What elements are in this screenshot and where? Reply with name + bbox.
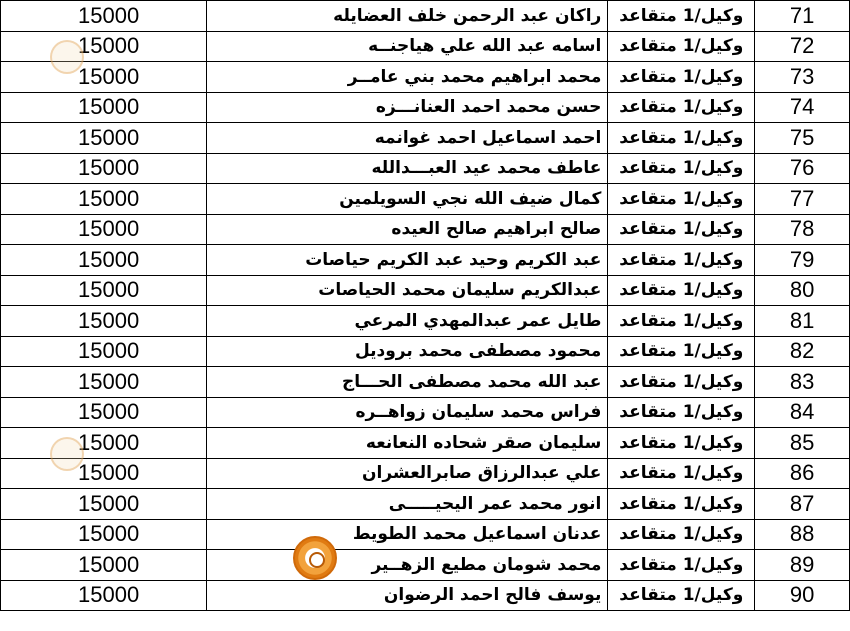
name-cell: اسامه عبد الله علي هياجنــه: [206, 31, 608, 62]
table-row: [1, 184, 850, 215]
rank-cell: وكيل/1 متقاعد: [608, 62, 755, 93]
rank-cell: وكيل/1 متقاعد: [608, 336, 755, 367]
name-cell: فراس محمد سليمان زواهــره: [206, 397, 608, 428]
rank-cell: وكيل/1 متقاعد: [608, 92, 755, 123]
row-number-cell: 85: [755, 428, 850, 459]
table-row: [1, 397, 850, 428]
name-cell: سليمان صقر شحاده النعانعه: [206, 428, 608, 459]
rank-cell: وكيل/1 متقاعد: [608, 550, 755, 581]
rank-cell: وكيل/1 متقاعد: [608, 458, 755, 489]
row-number-cell: 71: [755, 1, 850, 32]
amount-cell: 15000: [1, 92, 207, 123]
amount-cell: 15000: [1, 336, 207, 367]
row-number-cell: 72: [755, 31, 850, 62]
row-number-cell: 88: [755, 519, 850, 550]
rank-cell: وكيل/1 متقاعد: [608, 397, 755, 428]
rank-cell: وكيل/1 متقاعد: [608, 31, 755, 62]
row-number-cell: 77: [755, 184, 850, 215]
row-number-cell: 74: [755, 92, 850, 123]
amount-cell: 15000: [1, 306, 207, 337]
name-cell: علي عبدالرزاق صابرالعشران: [206, 458, 608, 489]
rank-cell: وكيل/1 متقاعد: [608, 428, 755, 459]
name-cell: محمد ابراهيم محمد بني عامــر: [206, 62, 608, 93]
table-row: [1, 428, 850, 459]
table-row: [1, 367, 850, 398]
name-cell: عبد الكريم وحيد عبد الكريم حياصات: [206, 245, 608, 276]
name-cell: محمد شومان مطيع الزهــير: [206, 550, 608, 581]
amount-cell: 15000: [1, 31, 207, 62]
row-number-cell: 84: [755, 397, 850, 428]
row-number-cell: 86: [755, 458, 850, 489]
rank-cell: وكيل/1 متقاعد: [608, 184, 755, 215]
row-number-cell: 79: [755, 245, 850, 276]
table-row: [1, 550, 850, 581]
name-cell: احمد اسماعيل احمد غوانمه: [206, 123, 608, 154]
table-row: [1, 245, 850, 276]
table-row: [1, 1, 850, 32]
name-cell: عبدالكريم سليمان محمد الحياصات: [206, 275, 608, 306]
row-number-cell: 76: [755, 153, 850, 184]
payroll-table-body: [1, 1, 850, 611]
amount-cell: 15000: [1, 580, 207, 611]
row-number-cell: 75: [755, 123, 850, 154]
name-cell: عاطف محمد عيد العبـــدالله: [206, 153, 608, 184]
amount-cell: 15000: [1, 184, 207, 215]
amount-cell: 15000: [1, 397, 207, 428]
table-row: [1, 153, 850, 184]
table-row: [1, 92, 850, 123]
row-number-cell: 81: [755, 306, 850, 337]
amount-cell: 15000: [1, 123, 207, 154]
table-row: [1, 214, 850, 245]
name-cell: طايل عمر عبدالمهدي المرعي: [206, 306, 608, 337]
table-row: [1, 31, 850, 62]
amount-cell: 15000: [1, 519, 207, 550]
table-row: [1, 580, 850, 611]
name-cell: محمود مصطفى محمد بروديل: [206, 336, 608, 367]
amount-cell: 15000: [1, 275, 207, 306]
amount-cell: 15000: [1, 62, 207, 93]
rank-cell: وكيل/1 متقاعد: [608, 123, 755, 154]
table-row: [1, 519, 850, 550]
rank-cell: وكيل/1 متقاعد: [608, 519, 755, 550]
amount-cell: 15000: [1, 550, 207, 581]
amount-cell: 15000: [1, 367, 207, 398]
amount-cell: 15000: [1, 428, 207, 459]
rank-cell: وكيل/1 متقاعد: [608, 245, 755, 276]
table-row: [1, 306, 850, 337]
name-cell: راكان عبد الرحمن خلف العضايله: [206, 1, 608, 32]
row-number-cell: 82: [755, 336, 850, 367]
table-row: [1, 336, 850, 367]
rank-cell: وكيل/1 متقاعد: [608, 214, 755, 245]
name-cell: عدنان اسماعيل محمد الطويط: [206, 519, 608, 550]
table-row: [1, 62, 850, 93]
rank-cell: وكيل/1 متقاعد: [608, 275, 755, 306]
name-cell: كمال ضيف الله نجي السويلمين: [206, 184, 608, 215]
row-number-cell: 80: [755, 275, 850, 306]
table-row: [1, 458, 850, 489]
amount-cell: 15000: [1, 214, 207, 245]
row-number-cell: 83: [755, 367, 850, 398]
name-cell: انور محمد عمر اليحيـــــى: [206, 489, 608, 520]
table-row: [1, 275, 850, 306]
rank-cell: وكيل/1 متقاعد: [608, 1, 755, 32]
amount-cell: 15000: [1, 245, 207, 276]
name-cell: يوسف فالح احمد الرضوان: [206, 580, 608, 611]
amount-cell: 15000: [1, 153, 207, 184]
name-cell: عبد الله محمد مصطفى الحـــاج: [206, 367, 608, 398]
rank-cell: وكيل/1 متقاعد: [608, 580, 755, 611]
row-number-cell: 87: [755, 489, 850, 520]
name-cell: صالح ابراهيم صالح العيده: [206, 214, 608, 245]
rank-cell: وكيل/1 متقاعد: [608, 489, 755, 520]
name-cell: حسن محمد احمد العنانـــزه: [206, 92, 608, 123]
amount-cell: 15000: [1, 489, 207, 520]
amount-cell: 15000: [1, 458, 207, 489]
table-row: [1, 489, 850, 520]
row-number-cell: 89: [755, 550, 850, 581]
amount-cell: 15000: [1, 1, 207, 32]
rank-cell: وكيل/1 متقاعد: [608, 153, 755, 184]
row-number-cell: 90: [755, 580, 850, 611]
row-number-cell: 73: [755, 62, 850, 93]
rank-cell: وكيل/1 متقاعد: [608, 367, 755, 398]
table-row: [1, 123, 850, 154]
rank-cell: وكيل/1 متقاعد: [608, 306, 755, 337]
row-number-cell: 78: [755, 214, 850, 245]
